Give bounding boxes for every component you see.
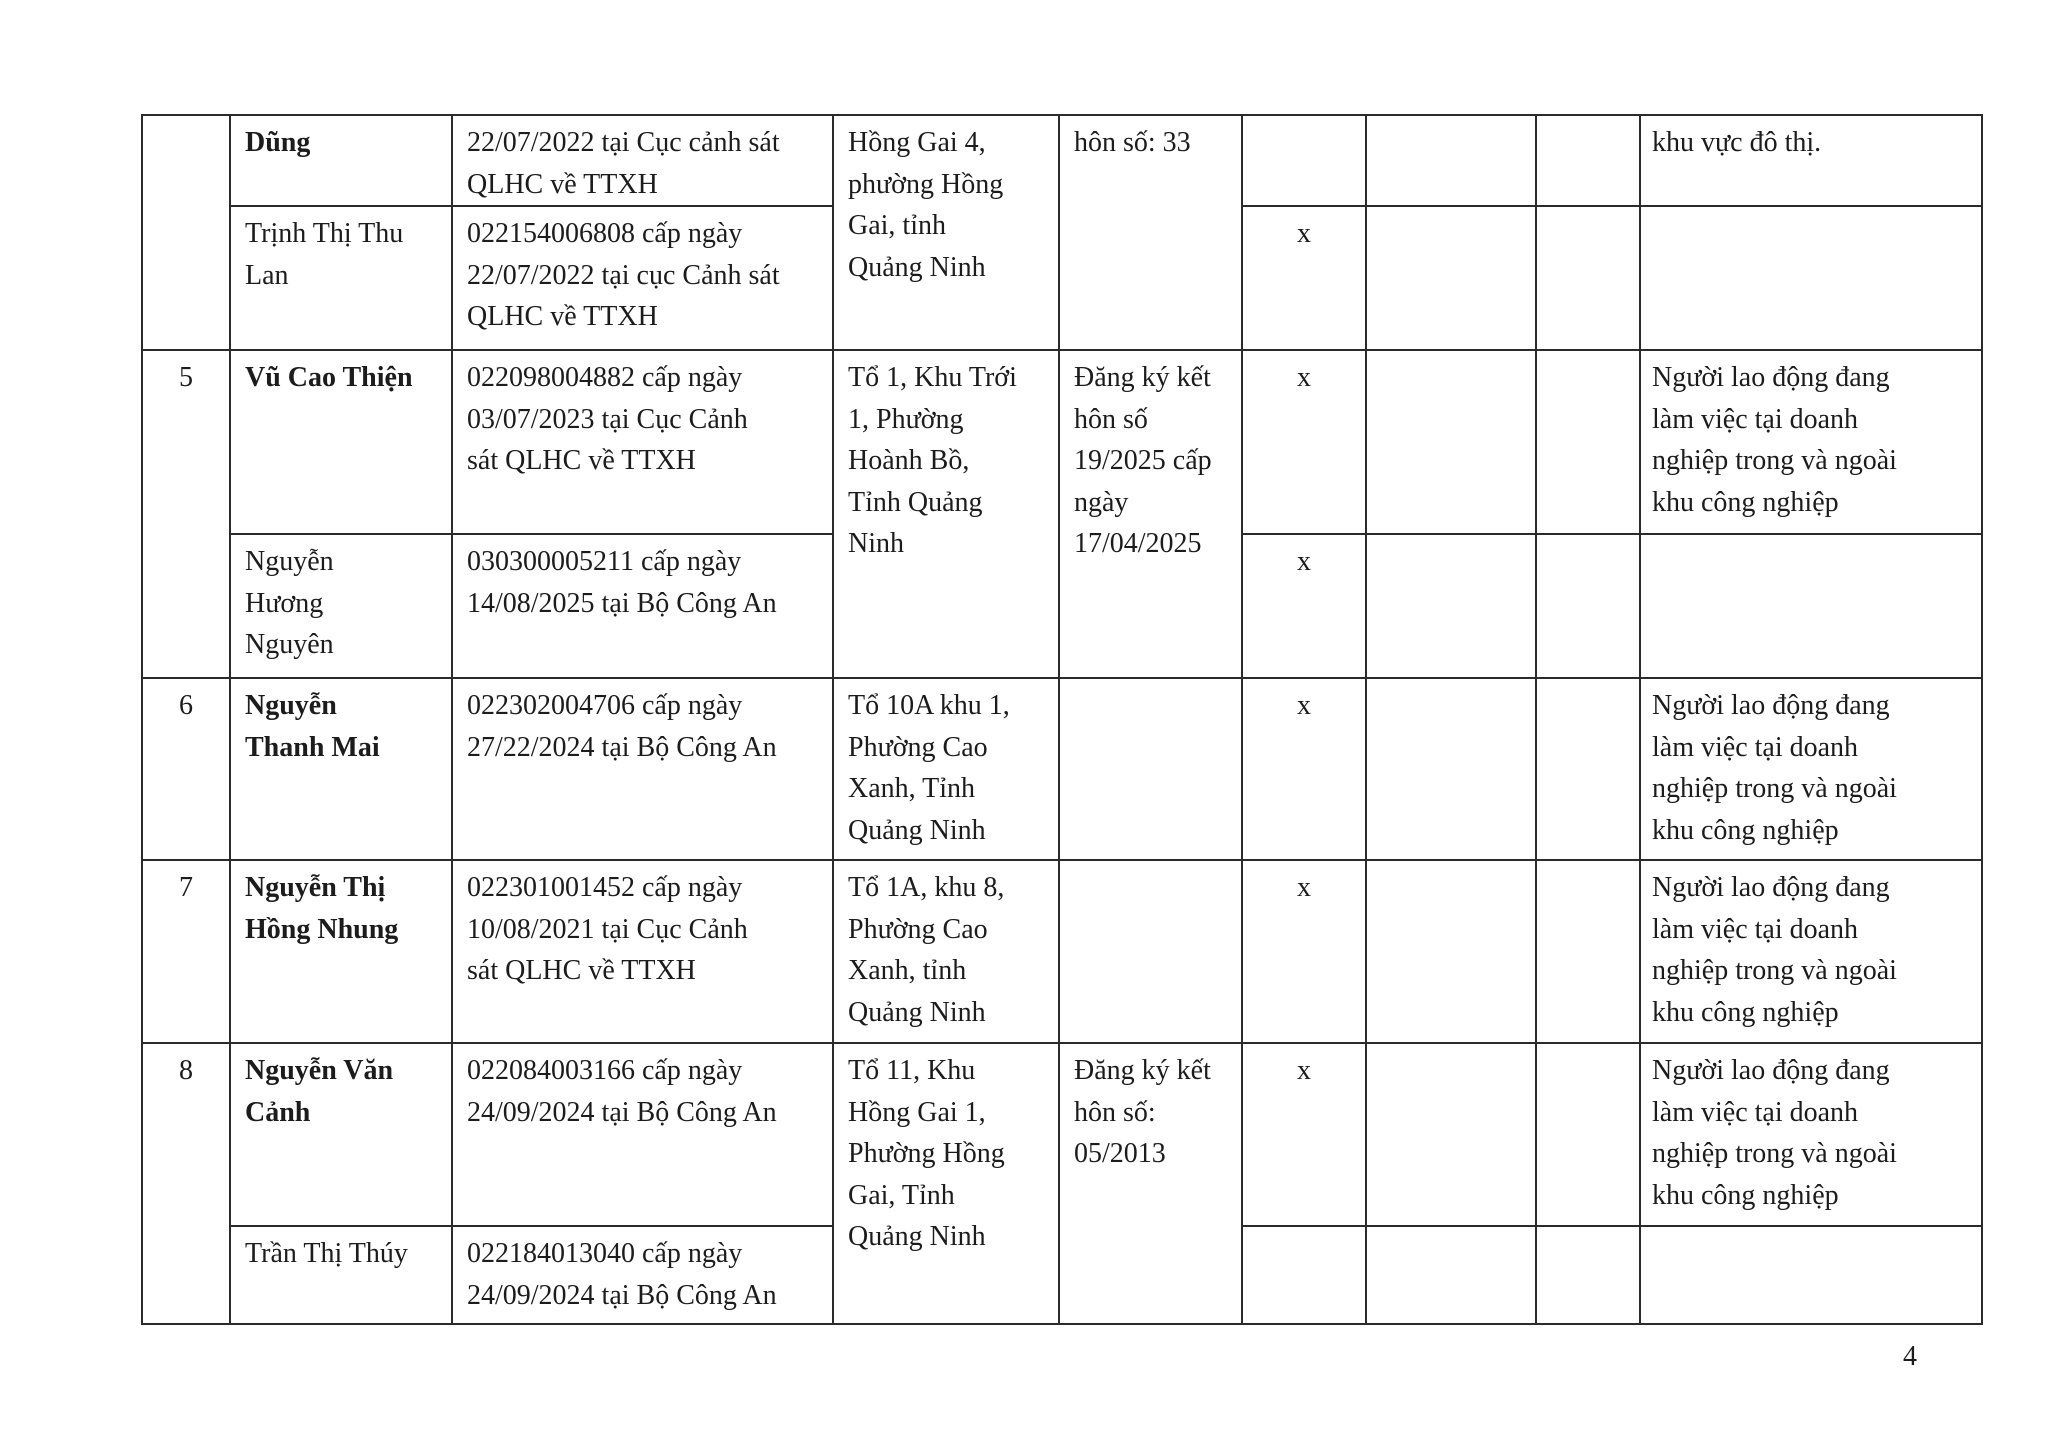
empty-cell [1536, 206, 1640, 350]
member-name: Trần Thị Thúy [230, 1226, 452, 1324]
marriage-registration: Đăng ký kết hôn số 19/2025 cấp ngày 17/04/2025 [1059, 350, 1242, 678]
id-document: 22/07/2022 tại Cục cảnh sát QLHC về TTXH [452, 115, 833, 206]
check-mark: x [1242, 678, 1366, 860]
empty-cell [1366, 1043, 1536, 1226]
row-number: 8 [142, 1043, 230, 1324]
note-cell: Người lao động đang làm việc tại doanh nghiệp trong và ngoài khu công nghiệp [1640, 678, 1982, 860]
marriage-registration: Đăng ký kết hôn số: 05/2013 [1059, 1043, 1242, 1324]
address-cell: Tổ 1, Khu Trới 1, Phường Hoành Bồ, Tỉnh Quảng Ninh [833, 350, 1059, 678]
empty-cell [1366, 206, 1536, 350]
check-mark [1242, 115, 1366, 206]
note-cell [1640, 206, 1982, 350]
member-name: Trịnh Thị Thu Lan [230, 206, 452, 350]
document-page [141, 114, 1983, 1325]
member-name: Nguyễn Văn Cảnh [230, 1043, 452, 1226]
empty-cell [1366, 1226, 1536, 1324]
note-cell: Người lao động đang làm việc tại doanh nghiệp trong và ngoài khu công nghiệp [1640, 1043, 1982, 1226]
note-cell [1640, 1226, 1982, 1324]
check-mark: x [1242, 1043, 1366, 1226]
note-cell: Người lao động đang làm việc tại doanh nghiệp trong và ngoài khu công nghiệp [1640, 350, 1982, 534]
address-cell: Tổ 11, Khu Hồng Gai 1, Phường Hồng Gai, Tỉnh Quảng Ninh [833, 1043, 1059, 1324]
data-table [141, 114, 1983, 1325]
check-mark: x [1242, 206, 1366, 350]
empty-cell [1366, 678, 1536, 860]
check-mark: x [1242, 860, 1366, 1043]
note-cell [1640, 534, 1982, 678]
table-row [142, 860, 1982, 1043]
empty-cell [1536, 350, 1640, 534]
empty-cell [1536, 678, 1640, 860]
table-row [142, 350, 1982, 534]
table-row [142, 1043, 1982, 1226]
id-document: 022098004882 cấp ngày 03/07/2023 tại Cục Cảnh sát QLHC về TTXH [452, 350, 833, 534]
empty-cell [1536, 860, 1640, 1043]
row-number: 7 [142, 860, 230, 1043]
note-cell: Người lao động đang làm việc tại doanh nghiệp trong và ngoài khu công nghiệp [1640, 860, 1982, 1043]
check-mark [1242, 1226, 1366, 1324]
empty-cell [1536, 534, 1640, 678]
check-mark: x [1242, 350, 1366, 534]
empty-cell [1366, 534, 1536, 678]
empty-cell [1536, 1226, 1640, 1324]
table-row [142, 678, 1982, 860]
check-mark: x [1242, 534, 1366, 678]
marriage-registration [1059, 678, 1242, 860]
empty-cell [1366, 115, 1536, 206]
member-name: Nguyễn Hương Nguyên [230, 534, 452, 678]
address-cell: Hồng Gai 4, phường Hồng Gai, tỉnh Quảng Ninh [833, 115, 1059, 350]
empty-cell [1536, 1043, 1640, 1226]
member-name: Dũng [230, 115, 452, 206]
empty-cell [1536, 115, 1640, 206]
member-name: Vũ Cao Thiện [230, 350, 452, 534]
row-number [142, 115, 230, 350]
id-document: 022154006808 cấp ngày 22/07/2022 tại cục Cảnh sát QLHC về TTXH [452, 206, 833, 350]
member-name: Nguyễn Thị Hồng Nhung [230, 860, 452, 1043]
marriage-registration [1059, 860, 1242, 1043]
id-document: 022301001452 cấp ngày 10/08/2021 tại Cục Cảnh sát QLHC về TTXH [452, 860, 833, 1043]
table-row [142, 115, 1982, 206]
row-number: 6 [142, 678, 230, 860]
id-document: 022184013040 cấp ngày 24/09/2024 tại Bộ Công An [452, 1226, 833, 1324]
row-number: 5 [142, 350, 230, 678]
address-cell: Tổ 1A, khu 8, Phường Cao Xanh, tỉnh Quảng Ninh [833, 860, 1059, 1043]
member-name: Nguyễn Thanh Mai [230, 678, 452, 860]
note-cell: khu vực đô thị. [1640, 115, 1982, 206]
marriage-registration: hôn số: 33 [1059, 115, 1242, 350]
empty-cell [1366, 860, 1536, 1043]
empty-cell [1366, 350, 1536, 534]
address-cell: Tổ 10A khu 1, Phường Cao Xanh, Tỉnh Quảng Ninh [833, 678, 1059, 860]
id-document: 022084003166 cấp ngày 24/09/2024 tại Bộ Công An [452, 1043, 833, 1226]
id-document: 030300005211 cấp ngày 14/08/2025 tại Bộ Công An [452, 534, 833, 678]
page-number: 4 [1903, 1341, 1917, 1372]
id-document: 022302004706 cấp ngày 27/22/2024 tại Bộ Công An [452, 678, 833, 860]
